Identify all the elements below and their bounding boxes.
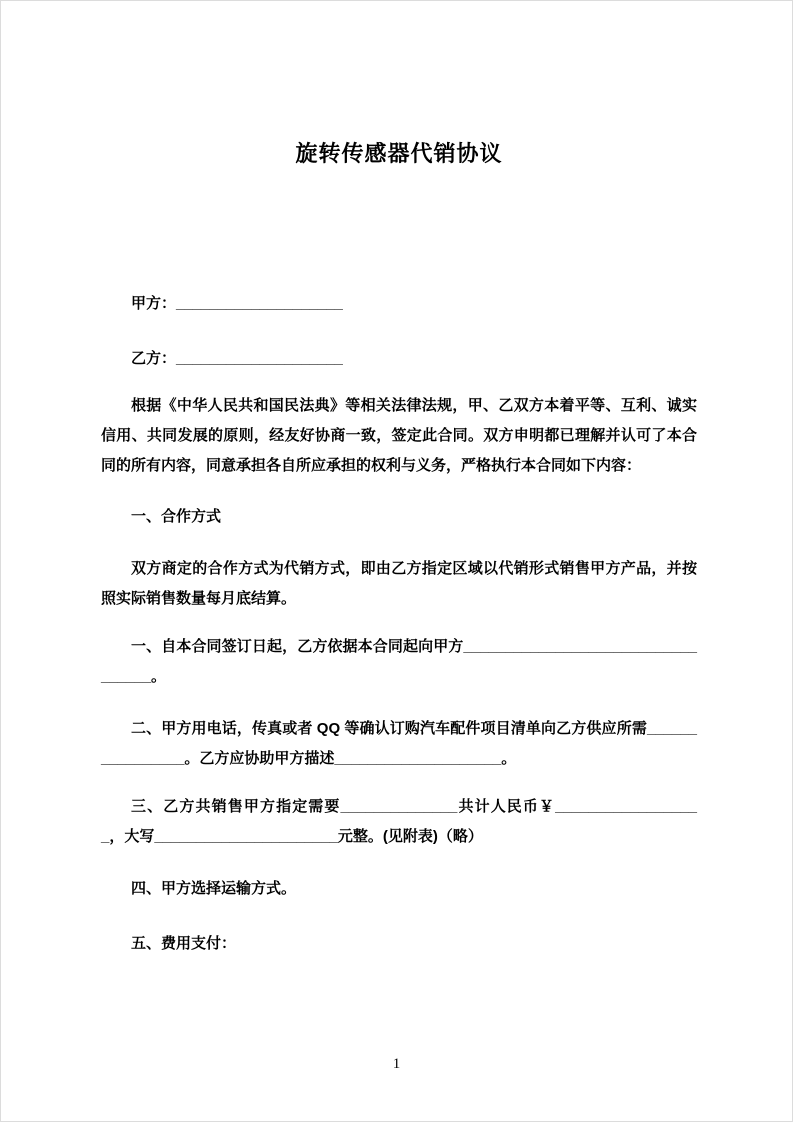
clause-item-2: 二、甲方用电话，传真或者 QQ 等确认订购汽车配件项目清单向乙方供应所需________________。乙方应协助甲方描述____________________。: [101, 720, 697, 767]
clause-item-1: 一、自本合同签订日起，乙方依据本合同起向甲方__________________________________。: [101, 638, 697, 685]
section-1-heading: 一、合作方式: [131, 508, 222, 525]
intro-paragraph: 根据《中华人民共和国民法典》等相关法律法规，甲、乙双方本着平等、互利、诚实信用、共同发展的原则，经友好协商一致，签定此合同。双方申明都已理解并认可了本合同的所有内容，同意承担各自所应承担的权利与义务，严格执行本合同如下内容：: [101, 397, 697, 474]
section-1-body: 双方商定的合作方式为代销方式，即由乙方指定区域以代销形式销售甲方产品，并按照实际销售数量每月底结算。: [101, 560, 697, 607]
party-b-line: 乙方：____________________: [131, 350, 343, 367]
document-title: 旋转传感器代销协议: [295, 141, 503, 166]
clause-item-5: 五、费用支付：: [131, 935, 237, 952]
clause-item-3: 三、乙方共销售甲方指定需要______________共计人民币￥__________________，大写______________________元整。(见附表)（略）: [101, 798, 697, 845]
party-a-line: 甲方：____________________: [131, 295, 343, 312]
page-number: 1: [392, 1056, 401, 1072]
clause-item-4: 四、甲方选择运输方式。: [131, 880, 297, 897]
